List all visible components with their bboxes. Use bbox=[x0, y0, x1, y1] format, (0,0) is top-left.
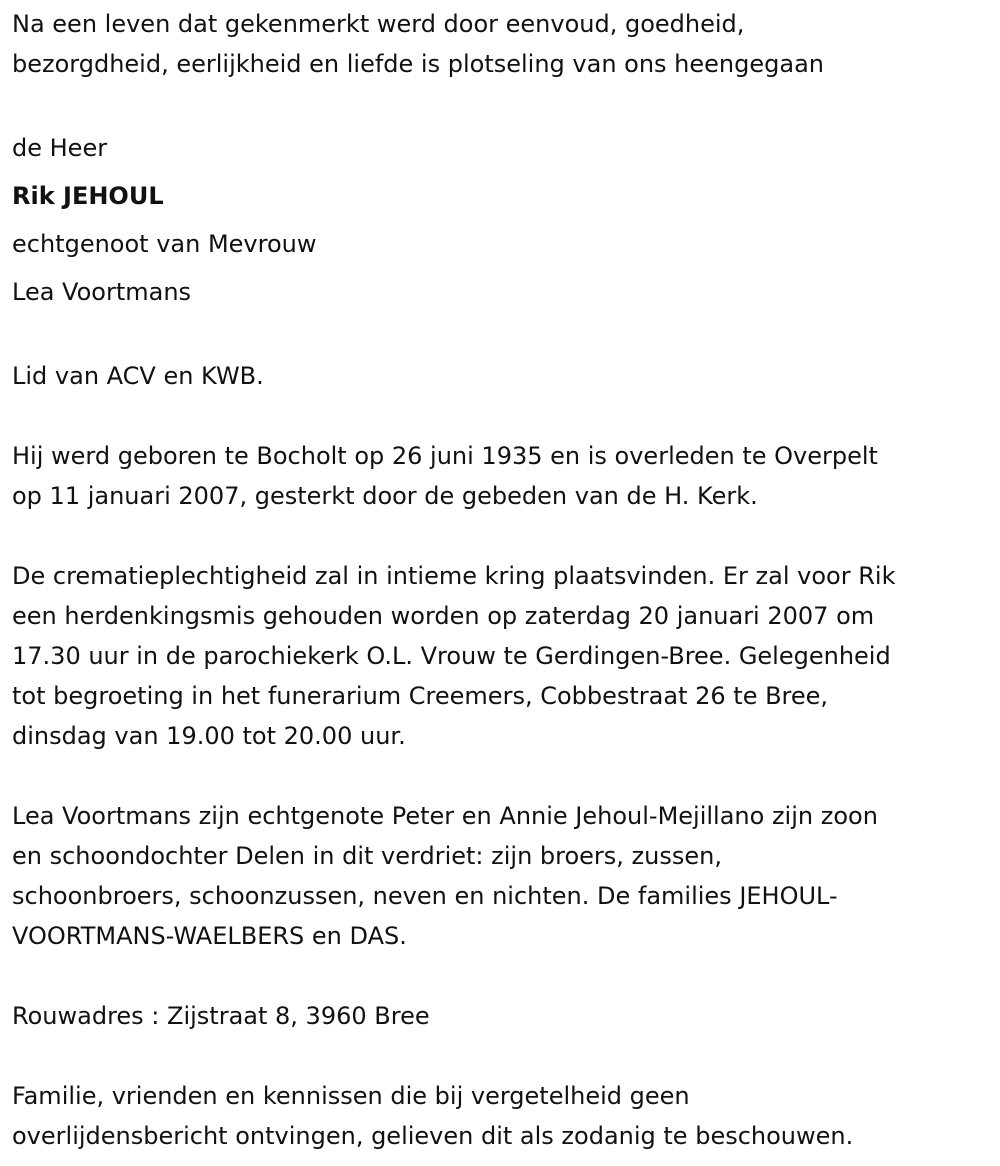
ceremony-line: dinsdag van 19.00 tot 20.00 uur. bbox=[12, 722, 406, 750]
ceremony-line: tot begroeting in het funerarium Creemers, Cobbestraat 26 te Bree, bbox=[12, 682, 829, 710]
ceremony-line: 17.30 uur in de parochiekerk O.L. Vrouw te Gerdingen-Bree. Gelegenheid bbox=[12, 642, 891, 670]
family-line: Lea Voortmans zijn echtgenote Peter en Annie Jehoul-Mejillano zijn zoon bbox=[12, 802, 878, 830]
family-line: VOORTMANS-WAELBERS en DAS. bbox=[12, 922, 407, 950]
family-line: en schoondochter Delen in dit verdriet: zijn broers, zussen, bbox=[12, 842, 722, 870]
obituary-notice bbox=[12, 4, 992, 1156]
ceremony-line: De crematieplechtigheid zal in intieme kring plaatsvinden. Er zal voor Rik bbox=[12, 562, 896, 590]
ceremony-line: een herdenkingsmis gehouden worden op zaterdag 20 januari 2007 om bbox=[12, 602, 875, 630]
spouse-name: Lea Voortmans bbox=[12, 278, 192, 306]
birth-death-line: op 11 januari 2007, gesterkt door de gebeden van de H. Kerk. bbox=[12, 482, 758, 510]
intro-line: bezorgdheid, eerlijkheid en liefde is plotseling van ons heengegaan bbox=[12, 50, 824, 78]
intro-paragraph bbox=[12, 4, 992, 84]
birth-death-line: Hij werd geboren te Bocholt op 26 juni 1935 en is overleden te Overpelt bbox=[12, 442, 878, 470]
closing-line: Familie, vrienden en kennissen die bij vergetelheid geen bbox=[12, 1082, 690, 1110]
deceased-block bbox=[12, 124, 992, 316]
family-paragraph bbox=[12, 796, 992, 956]
spouse-label: echtgenoot van Mevrouw bbox=[12, 230, 317, 258]
mourning-address: Rouwadres : Zijstraat 8, 3960 Bree bbox=[12, 1002, 430, 1030]
closing-line: overlijdensbericht ontvingen, gelieven dit als zodanig te beschouwen. bbox=[12, 1122, 854, 1150]
membership-line: Lid van ACV en KWB. bbox=[12, 362, 264, 390]
intro-line: Na een leven dat gekenmerkt werd door eenvoud, goedheid, bbox=[12, 10, 745, 38]
birth-death-paragraph bbox=[12, 436, 992, 516]
ceremony-paragraph bbox=[12, 556, 992, 756]
deceased-name: Rik JEHOUL bbox=[12, 182, 164, 210]
honorific: de Heer bbox=[12, 134, 108, 162]
family-line: schoonbroers, schoonzussen, neven en nichten. De families JEHOUL- bbox=[12, 882, 838, 910]
closing-paragraph bbox=[12, 1076, 992, 1156]
